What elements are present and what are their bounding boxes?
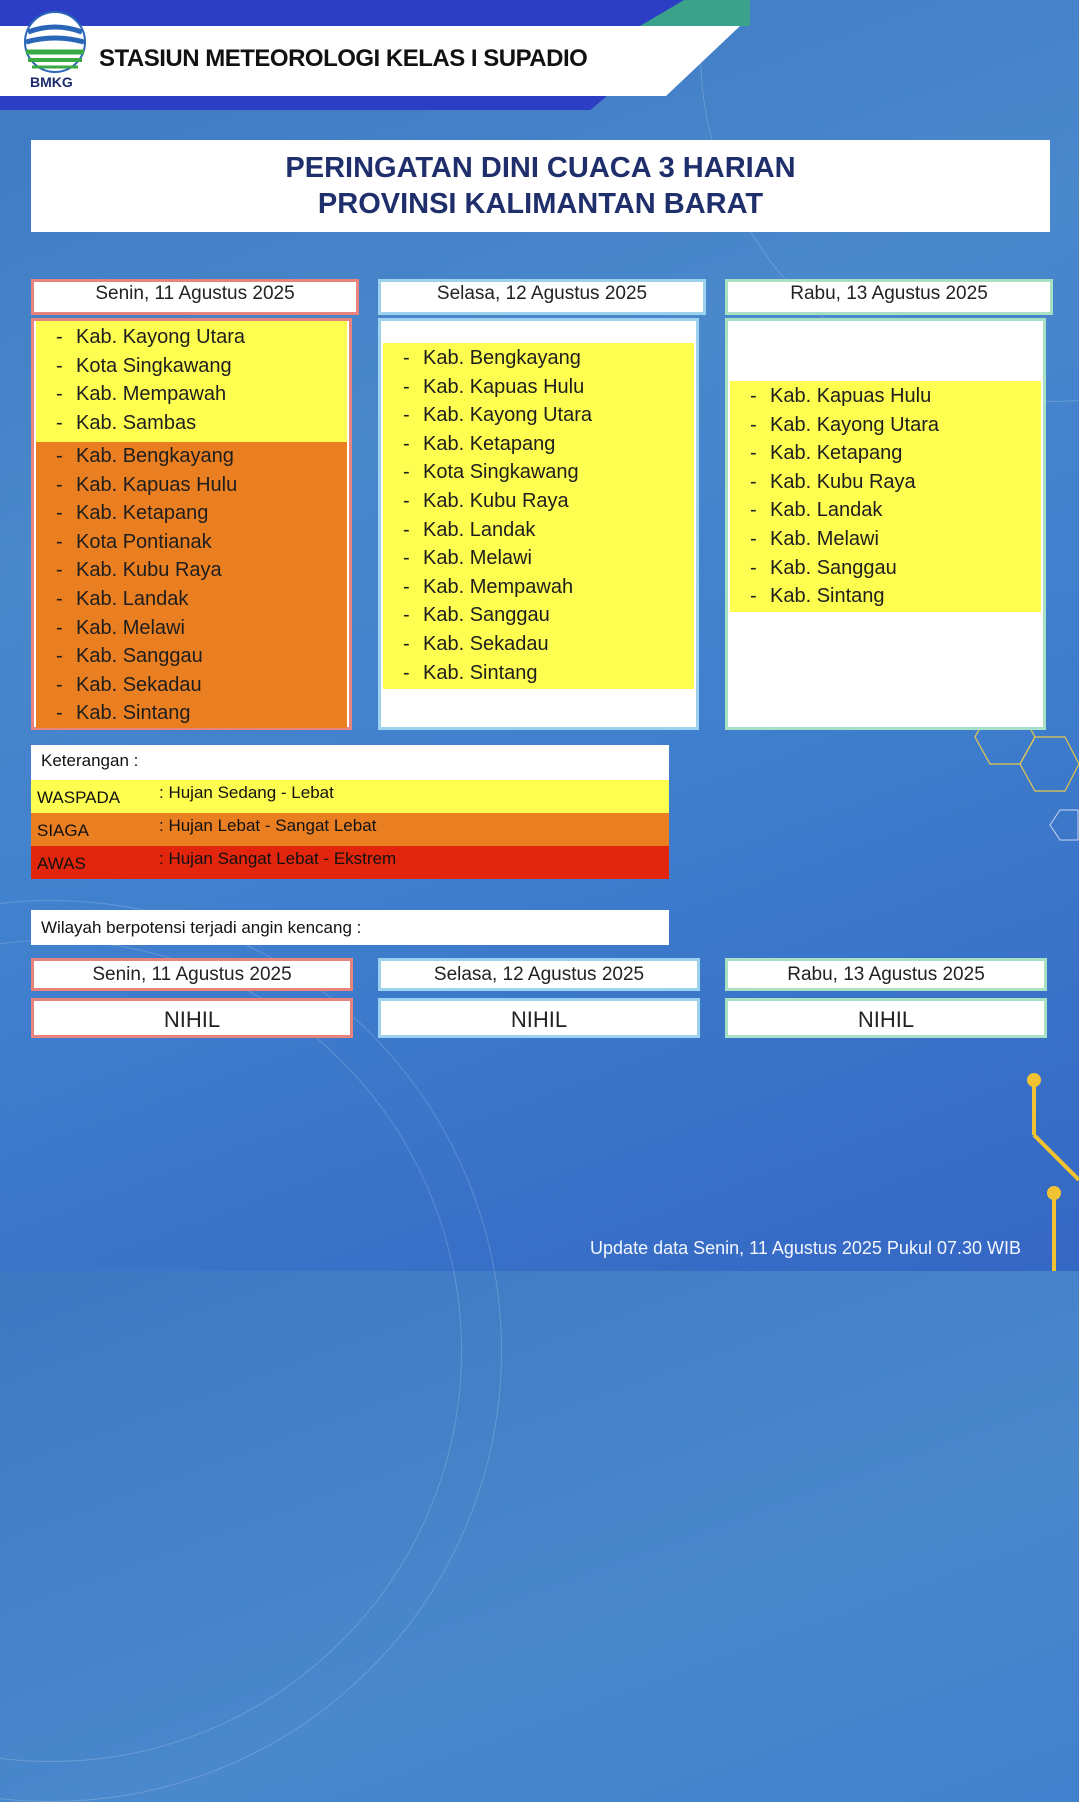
station-name: STASIUN METEOROLOGI KELAS I SUPADIO bbox=[99, 45, 588, 72]
wind-value-1: NIHIL bbox=[31, 998, 353, 1038]
legend-label: SIAGA bbox=[37, 821, 89, 840]
list-item: - Kab. Ketapang bbox=[56, 502, 209, 525]
siaga-segment bbox=[36, 442, 347, 728]
list-item: - Kab. Kubu Raya bbox=[403, 489, 569, 512]
list-item: - Kab. Sekadau bbox=[56, 673, 202, 696]
list-item: - Kota Singkawang bbox=[403, 461, 579, 484]
list-item: - Kab. Kayong Utara bbox=[56, 326, 245, 348]
title-line-1: PERINGATAN DINI CUACA 3 HARIAN bbox=[285, 152, 796, 184]
waspada-segment bbox=[383, 343, 694, 689]
list-item: - Kab. Kubu Raya bbox=[750, 470, 916, 493]
day-header-2: Selasa, 12 Agustus 2025 bbox=[378, 279, 706, 315]
wind-day-header-2: Selasa, 12 Agustus 2025 bbox=[378, 958, 700, 991]
list-item: - Kab. Kubu Raya bbox=[56, 559, 222, 582]
day-header-1: Senin, 11 Agustus 2025 bbox=[31, 279, 359, 315]
day-column-1 bbox=[31, 318, 352, 730]
list-item: - Kota Pontianak bbox=[56, 530, 212, 553]
day-column-2 bbox=[378, 318, 699, 730]
list-item: - Kab. Sintang bbox=[403, 661, 538, 684]
list-item: - Kab. Bengkayang bbox=[56, 445, 234, 467]
legend-desc: : Hujan Lebat - Sangat Lebat bbox=[159, 816, 377, 835]
list-item: - Kab. Sanggau bbox=[750, 556, 897, 579]
legend-desc: : Hujan Sedang - Lebat bbox=[159, 783, 334, 802]
list-item: - Kab. Kayong Utara bbox=[403, 404, 592, 427]
list-item: - Kab. Bengkayang bbox=[403, 347, 581, 369]
logo-text: BMKG bbox=[30, 74, 73, 90]
list-item: - Kab. Landak bbox=[750, 499, 883, 522]
list-item: - Kab. Sintang bbox=[750, 585, 885, 608]
wind-title: Wilayah berpotensi terjadi angin kencang : bbox=[31, 910, 669, 945]
legend-label: WASPADA bbox=[37, 788, 121, 807]
list-item: - Kab. Sanggau bbox=[56, 645, 203, 668]
waspada-segment bbox=[730, 381, 1041, 612]
legend-title: Keterangan : bbox=[41, 751, 139, 770]
list-item: - Kab. Kapuas Hulu bbox=[403, 375, 585, 398]
footer-update: Update data Senin, 11 Agustus 2025 Pukul 07.30 WIB bbox=[590, 1238, 1021, 1258]
list-item: - Kab. Kapuas Hulu bbox=[56, 473, 238, 496]
list-item: - Kab. Sekadau bbox=[403, 632, 549, 655]
list-item: - Kab. Mempawah bbox=[56, 383, 227, 406]
list-item: - Kab. Ketapang bbox=[403, 432, 556, 455]
wind-value-2: NIHIL bbox=[378, 998, 700, 1038]
title-line-2: PROVINSI KALIMANTAN BARAT bbox=[317, 188, 764, 220]
circuit-decoration bbox=[1020, 1065, 1079, 1271]
list-item: - Kab. Melawi bbox=[750, 527, 879, 550]
list-item: - Kota Singkawang bbox=[56, 354, 232, 377]
wind-value-3: NIHIL bbox=[725, 998, 1047, 1038]
list-item: - Kab. Sintang bbox=[56, 702, 191, 725]
wind-day-header-1: Senin, 11 Agustus 2025 bbox=[31, 958, 353, 991]
waspada-segment bbox=[36, 321, 347, 442]
title-box bbox=[31, 140, 1050, 232]
legend-row-awas bbox=[31, 846, 669, 879]
legend-row-waspada bbox=[31, 780, 669, 813]
legend bbox=[31, 745, 669, 879]
list-item: - Kab. Melawi bbox=[403, 547, 532, 570]
list-item: - Kab. Sanggau bbox=[403, 604, 550, 627]
list-item: - Kab. Kayong Utara bbox=[750, 413, 939, 436]
list-item: - Kab. Kapuas Hulu bbox=[750, 385, 932, 407]
wind-day-header-3: Rabu, 13 Agustus 2025 bbox=[725, 958, 1047, 991]
day-header-3: Rabu, 13 Agustus 2025 bbox=[725, 279, 1053, 315]
list-item: - Kab. Sambas bbox=[56, 411, 197, 434]
legend-desc: : Hujan Sangat Lebat - Ekstrem bbox=[159, 849, 397, 868]
day-column-3 bbox=[725, 318, 1046, 730]
list-item: - Kab. Ketapang bbox=[750, 442, 903, 465]
list-item: - Kab. Landak bbox=[56, 587, 189, 610]
list-item: - Kab. Mempawah bbox=[403, 575, 574, 598]
legend-label: AWAS bbox=[37, 854, 86, 873]
list-item: - Kab. Landak bbox=[403, 518, 536, 541]
list-item: - Kab. Melawi bbox=[56, 616, 185, 639]
legend-row-siaga bbox=[31, 813, 669, 846]
